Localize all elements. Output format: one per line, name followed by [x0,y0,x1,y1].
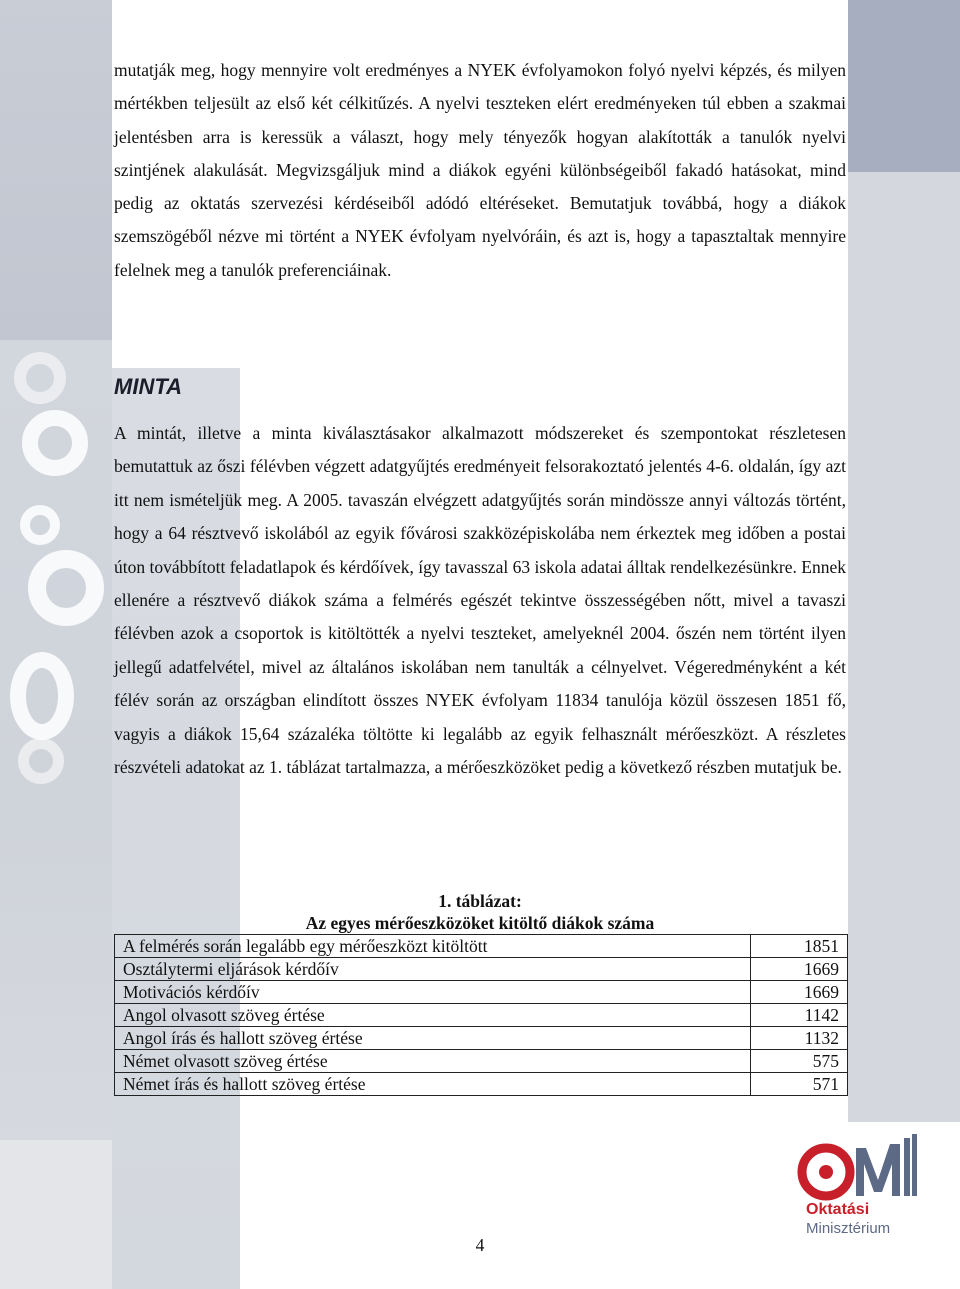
background-panel-right-top [848,0,960,172]
table-caption-number: 1. táblázat: [438,891,522,911]
logo-text-line1: Oktatási [806,1201,870,1218]
decorative-ring [28,550,104,626]
om-logo-m-mark [856,1134,917,1196]
background-panel-left-bottom [0,1140,112,1289]
table-cell-value: 1142 [751,1004,848,1027]
table-row [115,1050,848,1073]
intro-paragraph-container [114,54,846,287]
table-cell-value: 571 [751,1073,848,1096]
minta-paragraph: A mintát, illetve a minta kiválasztásakor alkalmazott módszereket és szempontokat részletesen bemutattuk az őszi félévben végzett adatgyűjtés eredményeit felsorakoztató jelentés 4-6. oldalán, így azt itt nem ismételjük meg. A 2005. tavaszán elvégzett adatgyűjtés során mindössze annyi változás történt, hogy a 64 résztvevő iskolából az egyik fővárosi szakközépiskolába nem érkeztek meg időben a postai úton továbbított feladatlapok és kérdőívek, így tavasszal 63 iskola adatai álltak rendelkezésünkre. Ennek ellenére a résztvevő diákok száma a felmérés egészét tekintve összességében nőtt, mivel a tavaszi félévben azok a csoportok is kitöltötték a nyelvi teszteket, amelyeknél 2004. őszén nem történt ilyen jellegű adatfelvétel, mivel az általános iskolában nem tanulták a célnyelvet. Végeredményként a két félév során az országban elindított összes NYEK évfolyam 11834 tanulója közül összesen 1851 fő, vagyis a diákok 15,64 százaléka töltötte ki legalább az egyik felhasznált mérőeszközt. A részletes részvételi adatokat az 1. táblázat tartalmazza, a mérőeszközöket pedig a következő részben mutatjuk be. [114,423,846,778]
table-row [115,981,848,1004]
table-cell-value: 1132 [751,1027,848,1050]
table-cell-label: Angol olvasott szöveg értése [115,1004,751,1027]
section-heading: MINTA [114,374,183,399]
table-cell-label: Angol írás és hallott szöveg értése [115,1027,751,1050]
decorative-ring [22,410,88,476]
table-cell-label: Motivációs kérdőív [115,981,751,1004]
logo-text [806,1200,890,1238]
decorative-ring [18,738,64,784]
om-logo-o-mark [802,1148,850,1196]
table-row [115,1027,848,1050]
intro-paragraph: mutatják meg, hogy mennyire volt eredményes a NYEK évfolyamokon folyó nyelvi képzés, és milyen mértékben teljesült az első két célkitűzés. A nyelvi teszteken elért eredményeken túl ebben a szakmai jelentésben arra is keressük a választ, hogy mely tényezők hogyan alakították a tanulók nyelvi szintjének alakulását. Megvizsgáljuk mind a diákok egyéni különbségeiből fakadó hatásokat, mind pedig az oktatás szervezési kérdéseiből adódó eltéréseket. Bemutatjuk továbbá, hogy a diákok szemszögéből nézve mi történt a NYEK évfolyam nyelvóráin, és azt is, hogy a tapasztaltak mennyire felelnek meg a tanulók preferenciáinak. [114,60,846,280]
decorative-ring [10,652,74,740]
table-cell-label: A felmérés során legalább egy mérőeszközt kitöltött [115,935,751,958]
minta-paragraph-container [114,417,846,784]
table-row [115,1073,848,1096]
background-panel-left-top [0,0,112,340]
logo-text-line2: Minisztérium [806,1220,891,1237]
page-number: 4 [475,1235,485,1255]
table-cell-value: 575 [751,1050,848,1073]
table-cell-label: Német olvasott szöveg értése [115,1050,751,1073]
table-cell-label: Osztálytermi eljárások kérdőív [115,958,751,981]
table-cell-value: 1851 [751,935,848,958]
table-row [115,958,848,981]
table-row [115,1004,848,1027]
decorative-ring [20,505,60,545]
table-caption-title: Az egyes mérőeszközöket kitöltő diákok száma [305,913,655,933]
table-cell-value: 1669 [751,981,848,1004]
decorative-ring [14,352,66,404]
table-cell-value: 1669 [751,958,848,981]
table-row [115,935,848,958]
background-panel-right [848,172,960,1122]
table-cell-label: Német írás és hallott szöveg értése [115,1073,751,1096]
participants-table [114,934,848,1096]
